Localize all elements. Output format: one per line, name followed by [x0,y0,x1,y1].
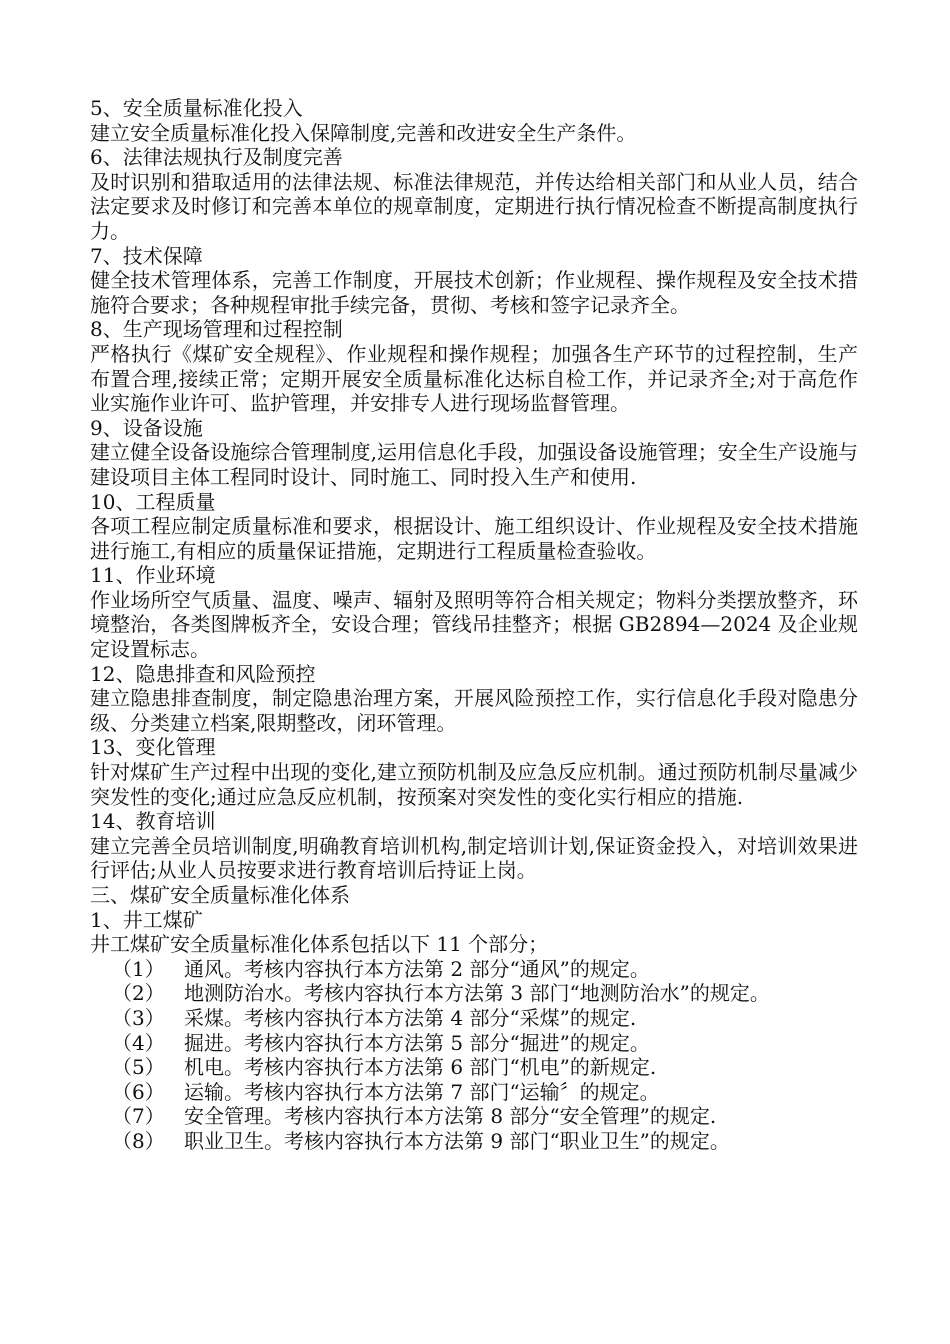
list-item-number: （4） [112,1030,165,1055]
list-item-text: 地测防治水。考核内容执行本方法第 3 部门“地测防治水”的规定。 [184,981,770,1006]
section-heading: 7、技术保障 [90,243,203,268]
list-item [90,981,858,1006]
list-item-number: （5） [112,1055,165,1080]
section-heading: 1、井工煤矿 [90,907,203,932]
list-item [90,1104,858,1129]
section-heading: 三、煤矿安全质量标准化体系 [90,883,350,907]
document-page [90,96,858,1154]
list-item [90,957,858,982]
section-paragraph: 井工煤矿安全质量标准化体系包括以下 11 个部分； [90,932,549,957]
section-paragraph: 健全技术管理体系，完善工作制度，开展技术创新；作业规程、操作规程及安全技术措施符合要求；各种规程审批手续完备，贯彻、考核和签字记录齐全。 [90,268,858,317]
list-item-number: （7） [112,1104,165,1129]
section-heading: 14、教育培训 [90,809,216,834]
document-body [90,96,858,957]
list-item [90,1055,858,1080]
section-paragraph: 建立隐患排查制度，制定隐患治理方案，开展风险预控工作，实行信息化手段对隐患分级、分类建立档案,限期整改，闭环管理。 [90,686,858,735]
section-paragraph: 针对煤矿生产过程中出现的变化,建立预防机制及应急反应机制。通过预防机制尽量减少突发性的变化;通过应急反应机制，按预案对突发性的变化实行相应的措施. [90,760,858,809]
section-paragraph: 建立安全质量标准化投入保障制度,完善和改进安全生产条件。 [90,120,637,145]
section-heading: 11、作业环境 [90,563,216,588]
list-item [90,1031,858,1056]
list-item [90,1006,858,1031]
section-paragraph: 各项工程应制定质量标准和要求，根据设计、施工组织设计、作业规程及安全技术措施进行施工,有相应的质量保证措施，定期进行工程质量检查验收。 [90,514,858,563]
section-paragraph: 及时识别和猎取适用的法律法规、标准法律规范，并传达给相关部门和从业人员，结合法定要求及时修订和完善本单位的规章制度，定期进行执行情况检查不断提高制度执行力。 [90,169,858,243]
list-item-number: （1） [112,956,165,981]
section-heading: 13、变化管理 [90,735,216,760]
list-item-text: 采煤。考核内容执行本方法第 4 部分“采煤”的规定. [184,1005,637,1030]
section-heading: 8、生产现场管理和过程控制 [90,317,343,342]
list-item-text: 机电。考核内容执行本方法第 6 部门“机电”的新规定. [184,1055,657,1080]
section-heading: 12、隐患排查和风险预控 [90,661,316,686]
list-item-text: 通风。考核内容执行本方法第 2 部分“通风”的规定。 [184,956,650,981]
section-paragraph: 作业场所空气质量、温度、噪声、辐射及照明等符合相关规定；物料分类摆放整齐，环境整治，各类图牌板齐全，安设合理；管线吊挂整齐；根据 GB2894—2024 及企业规定设置标志。 [90,587,858,662]
section-paragraph: 建立完善全员培训制度,明确教育培训机构,制定培训计划,保证资金投入，对培训效果进行评估;从业人员按要求进行教育培训后持证上岗。 [90,833,858,883]
list-item-number: （3） [112,1005,165,1030]
list-item-text: 安全管理。考核内容执行本方法第 8 部分“安全管理”的规定. [184,1104,717,1129]
section-heading: 10、工程质量 [90,489,216,514]
list-item-number: （2） [112,981,165,1006]
list-item-text: 掘进。考核内容执行本方法第 5 部分“掘进”的规定。 [184,1030,650,1055]
list-item-text: 运输。考核内容执行本方法第 7 部门“运输〞的规定。 [184,1079,660,1104]
component-list [90,957,858,1154]
list-item-number: （8） [112,1128,165,1153]
section-heading: 5、安全质量标准化投入 [90,96,303,120]
list-item [90,1080,858,1105]
list-item [90,1129,858,1154]
list-item-number: （6） [112,1079,165,1104]
list-item-text: 职业卫生。考核内容执行本方法第 9 部门“职业卫生”的规定。 [184,1128,730,1153]
section-paragraph: 严格执行《煤矿安全规程》、作业规程和操作规程；加强各生产环节的过程控制，生产布置合理,接续正常；定期开展安全质量标准化达标自检工作，并记录齐全;对于高危作业实施作业许可、监护管理，并安排专人进行现场监督管理。 [90,341,858,416]
section-heading: 6、法律法规执行及制度完善 [90,145,343,170]
section-paragraph: 建立健全设备设施综合管理制度,运用信息化手段，加强设备设施管理；安全生产设施与建设项目主体工程同时设计、同时施工、同时投入生产和使用. [90,440,858,489]
section-heading: 9、设备设施 [90,415,203,440]
